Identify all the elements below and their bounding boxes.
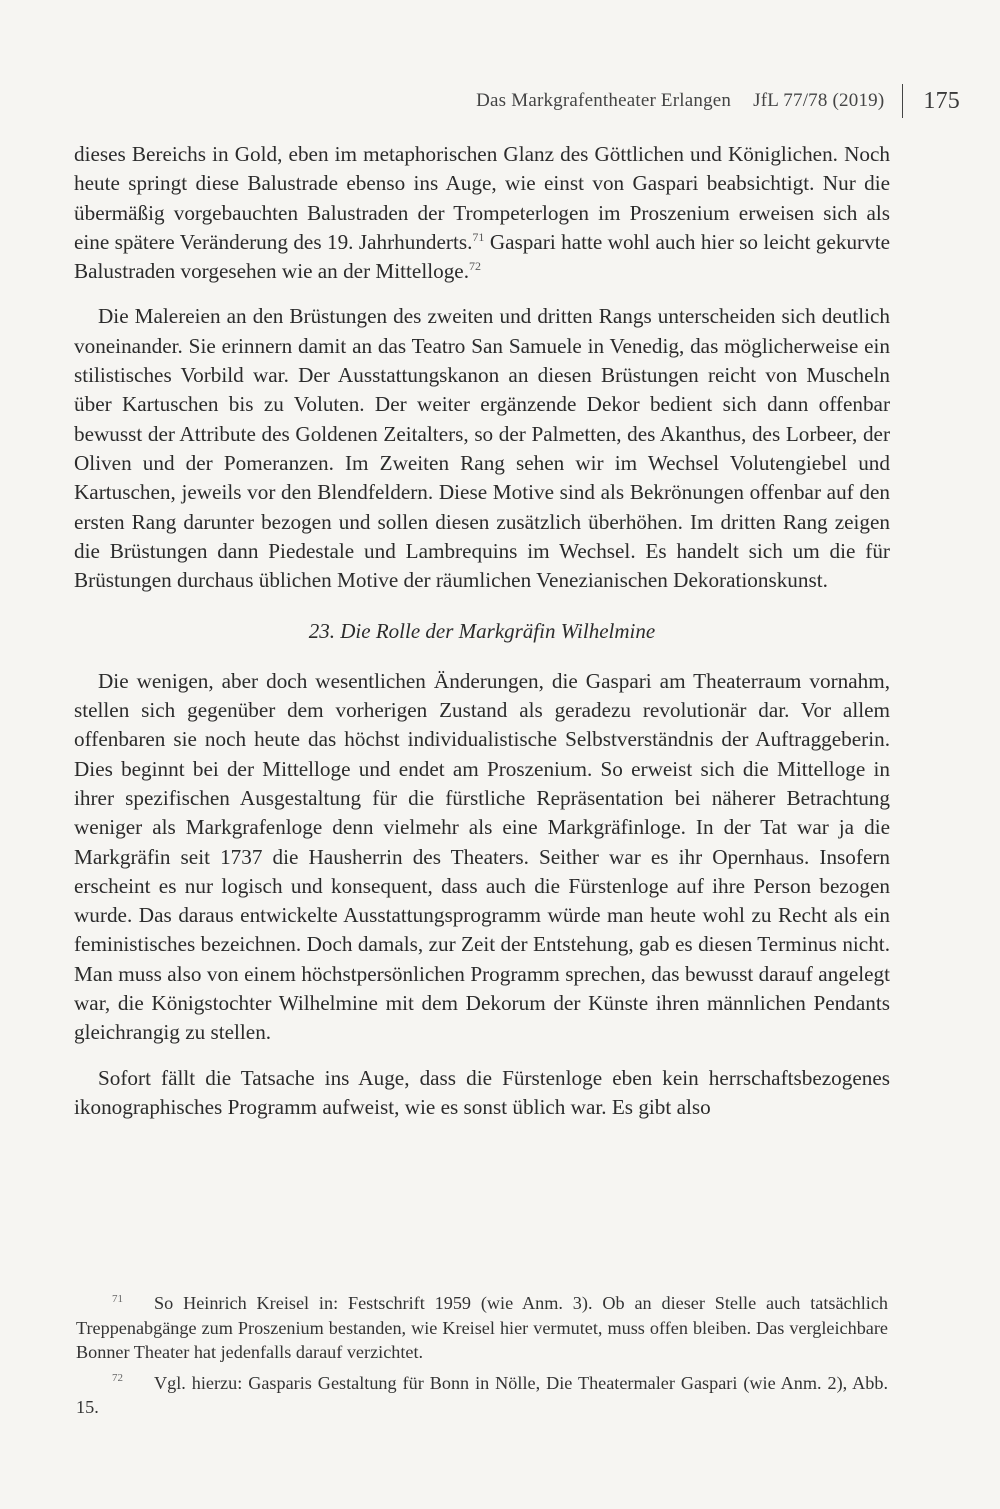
header-divider — [902, 84, 903, 118]
running-header — [476, 84, 960, 118]
footnote-text: So Heinrich Kreisel in: Festschrift 1959 (wie Anm. 3). Ob an dieser Stelle auch tatsächlich Treppenabgänge zum Proszenium bestanden, wie Kreisel hier vermutet, muss offen bleiben. Das vergleichbare Bonner Theater hat jedenfalls darauf verzichtet. — [76, 1293, 888, 1362]
footnote-ref-72: 72 — [469, 259, 481, 274]
paragraph-1 — [74, 140, 890, 286]
paragraph-3: Die wenigen, aber doch wesentlichen Änderungen, die Gaspari am Theaterraum vornahm, stellen sich gegenüber dem vorherigen Zustand als geradezu revolutionär dar. Vor allem offenbaren sie noch heute das höchst individualistische Selbstverständnis der Auftraggeberin. Dies beginnt bei der Mittelloge und endet am Proszenium. So erweist sich die Mittelloge in ihrer spezifischen Ausgestaltung für die fürstliche Repräsentation bei näherer Betrachtung weniger als Markgrafenloge denn vielmehr als eine Markgräfinloge. In der Tat war ja die Markgräfin seit 1737 die Hausherrin des Theaters. Seither war es ihr Opernhaus. Insofern erscheint es nur logisch und konsequent, dass auch die Fürstenloge auf ihre Person bezogen wurde. Das daraus entwickelte Ausstattungsprogramm würde man heute wohl zu Recht als ein feministisches bezeichnen. Doch damals, zur Zeit der Entstehung, gab es diesen Terminus nicht. Man muss also von einem höchstpersönlichen Programm sprechen, das bewusst darauf angelegt war, die Königstochter Wilhelmine mit dem Dekorum der Künste ihren männlichen Pendants gleichrangig zu stellen. — [74, 668, 890, 1045]
paragraph-2: Die Malereien an den Brüstungen des zweiten und dritten Rangs unterscheiden sich deutlich voneinander. Sie erinnern damit an das Teatro San Samuele in Venedig, das möglicherweise ein stilistisches Vorbild war. Der Ausstattungskanon an diesen Brüstungen reicht von Muscheln über Kartuschen bis zu Voluten. Der weiter ergänzende Dekor bedient sich dann offenbar bewusst der Attribute des Goldenen Zeitalters, so der Palmetten, des Akanthus, des Lorbeer, der Oliven und der Pomeranzen. Im Zweiten Rang sehen wir im Wechsel Volutengiebel und Kartuschen, jeweils vor den Blendfeldern. Diese Motive sind als Bekrönungen offenbar auf den ersten Rang darunter bezogen und sollen diesen zusätzlich überhöhen. Im dritten Rang zeigen die Brüstungen dann Piedestale und Lambrequins im Wechsel. Es handelt sich um die für Brüstungen durchaus üblichen Motive der räumlichen Venezianischen Dekorationskunst. — [74, 304, 890, 593]
header-journal: JfL 77/78 (2019) — [753, 90, 885, 111]
paragraph-1-text-b: Gaspari hatte wohl auch hier so leicht gekurvte Balustraden vorgesehen wie an der Mittelloge. — [74, 229, 890, 284]
footnote-72: 72 Vgl. hierzu: Gasparis Gestaltung für Bonn in Nölle, Die Theatermaler Gaspari (wie Anm. 2), Abb. 15. — [76, 1372, 888, 1417]
section-heading: 23. Die Rolle der Markgräfin Wilhelmine — [308, 619, 656, 644]
header-article-title: Das Markgrafentheater Erlangen — [476, 90, 732, 111]
paragraph-4: Sofort fällt die Tatsache ins Auge, dass die Fürstenloge eben kein herrschaftsbezogenes ikonographisches Programm aufweist, wie es sonst üblich war. Es gibt also — [74, 1065, 890, 1119]
paragraph-1-text-a: dieses Bereichs in Gold, eben im metaphorischen Glanz des Göttlichen und Königlichen. Noch heute springt diese Balustrade ebenso ins Auge, wie einst von Gaspari beabsichtigt. Nur die übermäßig vorgebauchten Balustraden der Trompeterlogen im Proszenium erweisen sich als eine spätere Veränderung des 19. Jahrhunderts. — [74, 142, 890, 254]
footnote-71: 71 So Heinrich Kreisel in: Festschrift 1959 (wie Anm. 3). Ob an dieser Stelle auch tatsächlich Treppenabgänge zum Proszenium bestanden, wie Kreisel hier vermutet, muss offen bleiben. Das vergleichbare Bonner Theater hat jedenfalls darauf verzichtet. — [76, 1292, 888, 1362]
footnote-ref-71: 71 — [472, 229, 485, 244]
main-text — [74, 140, 890, 1138]
footnotes — [76, 1291, 888, 1426]
page-number: 175 — [923, 87, 960, 114]
footnote-text: Vgl. hierzu: Gasparis Gestaltung für Bonn in Nölle, Die Theatermaler Gaspari (wie Anm. 2), Abb. 15. — [76, 1372, 888, 1417]
